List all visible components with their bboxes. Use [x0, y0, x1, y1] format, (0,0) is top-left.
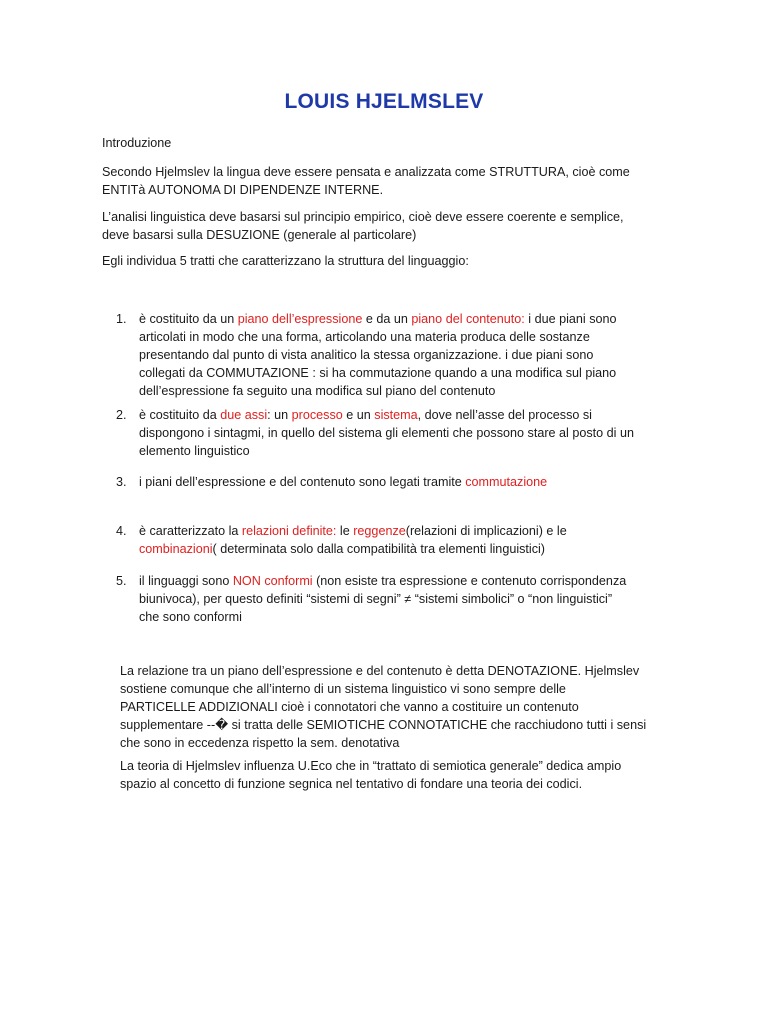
- list-line: [139, 473, 702, 491]
- list-number: 2.: [116, 408, 127, 422]
- list-line: dell’espressione fa seguito una modifica sul piano del contenuto: [139, 384, 496, 398]
- list-line: [139, 572, 702, 590]
- text-run: , dove nell’asse del processo si: [417, 408, 592, 422]
- text-run: i due piani sono: [524, 312, 617, 326]
- highlight-term: relazioni definite:: [241, 524, 337, 538]
- paragraph-line: La relazione tra un piano dell’espressione e del contenuto è detta DENOTAZIONE. Hjelmslev: [120, 664, 640, 678]
- text-run: è caratterizzato la: [139, 524, 242, 538]
- list-line: collegati da COMMUTAZIONE : si ha commutazione quando a una modifica sul piano: [139, 366, 617, 380]
- list-number: 3.: [116, 475, 127, 489]
- text-run: i piani dell’espressione e del contenuto sono legati tramite: [139, 475, 466, 489]
- paragraph-analysis: [102, 208, 692, 244]
- paragraph-line: che sono in eccedenza rispetto la sem. denotativa: [120, 736, 400, 750]
- list-line: presentando dal punto di vista analitico la stessa organizzazione. i due piani sono: [139, 348, 594, 362]
- paragraph-line: Secondo Hjelmslev la lingua deve essere pensata e analizzata come STRUTTURA, cioè come: [102, 165, 630, 179]
- paragraph-line: deve basarsi sulla DESUZIONE (generale al particolare): [102, 228, 417, 242]
- list-line: che sono conformi: [139, 610, 242, 624]
- highlight-term: NON conformi: [232, 574, 313, 588]
- paragraph-traits-intro: Egli individua 5 tratti che caratterizzano la struttura del linguaggio:: [102, 254, 469, 268]
- text-run: (non esiste tra espressione e contenuto corrispondenza: [312, 574, 627, 588]
- text-run: il linguaggi sono: [139, 574, 233, 588]
- highlight-term: sistema: [374, 408, 418, 422]
- paragraph-line: La teoria di Hjelmslev influenza U.Eco che in “trattato di semiotica generale” dedica ampio: [120, 759, 622, 773]
- list-item-text: [139, 572, 702, 626]
- paragraph-denotation: [120, 662, 700, 752]
- intro-heading: Introduzione: [102, 136, 172, 150]
- list-line: [139, 310, 702, 328]
- text-run: e da un: [362, 312, 412, 326]
- highlight-term: processo: [291, 408, 343, 422]
- text-run: (relazioni di implicazioni) e le: [405, 524, 567, 538]
- text-run: ( determinata solo dalla compatibilità tra elementi linguistici): [212, 542, 546, 556]
- list-number: 5.: [116, 574, 127, 588]
- paragraph-line: sostiene comunque che all’interno di un sistema linguistico vi sono sempre delle: [120, 682, 566, 696]
- paragraph-line: PARTICELLE ADDIZIONALI cioè i connotatori che vanno a costituire un contenuto: [120, 700, 579, 714]
- list-number: 4.: [116, 524, 127, 538]
- highlight-term: combinazioni: [139, 542, 213, 556]
- list-line: articolati in modo che una forma, articolando una materia produca delle sostanze: [139, 330, 590, 344]
- text-run: è costituito da un: [139, 312, 238, 326]
- highlight-term: due assi: [220, 408, 268, 422]
- list-line: [139, 522, 702, 540]
- list-line: elemento linguistico: [139, 444, 250, 458]
- highlight-term: commutazione: [465, 475, 548, 489]
- highlight-term: reggenze: [353, 524, 406, 538]
- text-run: le: [336, 524, 354, 538]
- list-line: [139, 406, 702, 424]
- list-item-text: [139, 473, 702, 491]
- list-line: biunivoca), per questo definiti “sistemi di segni” ≠ “sistemi simbolici” o “non linguistici”: [139, 592, 613, 606]
- document-title: LOUIS HJELMSLEV: [284, 90, 484, 113]
- highlight-term: piano del contenuto:: [411, 312, 525, 326]
- list-item-text: [139, 406, 702, 460]
- paragraph-line: ENTITà AUTONOMA DI DIPENDENZE INTERNE.: [102, 183, 384, 197]
- text-run: è costituito da: [139, 408, 221, 422]
- paragraph-eco: [120, 757, 700, 793]
- text-run: e un: [342, 408, 375, 422]
- list-line: [139, 540, 702, 558]
- paragraph-structure: [102, 163, 692, 199]
- list-number: 1.: [116, 312, 127, 326]
- list-line: dispongono i sintagmi, in quello del sistema gli elementi che possono stare al posto di un: [139, 426, 634, 440]
- paragraph-line: supplementare --� si tratta delle SEMIOTICHE CONNOTATICHE che racchiudono tutti i sensi: [120, 718, 647, 732]
- list-item-text: [139, 522, 702, 558]
- paragraph-line: L’analisi linguistica deve basarsi sul principio empirico, cioè deve essere coerente e semplice,: [102, 210, 624, 224]
- text-run: : un: [267, 408, 292, 422]
- list-item-text: [139, 310, 702, 400]
- highlight-term: piano dell’espressione: [237, 312, 363, 326]
- paragraph-line: spazio al concetto di funzione segnica nel tentativo di fondare una teoria dei codici.: [120, 777, 583, 791]
